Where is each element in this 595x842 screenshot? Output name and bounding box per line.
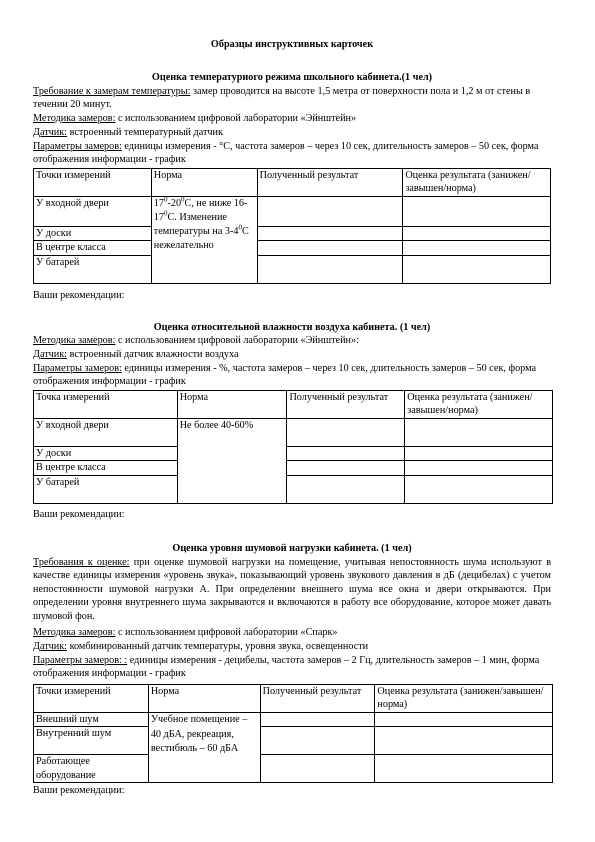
point-cell: В центре класса [34,241,152,255]
recommendations-label: Ваши рекомендации: [33,509,125,520]
noise-requirements [33,556,551,623]
evaluation-cell[interactable] [403,241,551,255]
header-cell: Точки измерений [34,685,149,713]
point-cell: Внешний шум [34,713,149,727]
result-cell[interactable] [287,461,405,475]
temperature-method [33,112,551,125]
point-cell: У входной двери [34,419,178,447]
evaluation-cell[interactable] [405,419,553,447]
norm-text: С нежелательно [153,226,249,251]
evaluation-cell[interactable] [405,447,553,461]
evaluation-cell[interactable] [403,227,551,241]
norm-text: С, не ниже 16-17 [153,198,248,223]
header-cell: Полученный результат [257,169,403,197]
method-text: с использованием цифровой лаборатории «Спарк» [115,627,338,638]
evaluation-cell[interactable] [375,713,553,727]
humidity-section-title: Оценка относительной влажности воздуха кабинета. (1 чел) [153,322,431,333]
recommendations-label: Ваши рекомендации: [33,785,125,796]
result-cell[interactable] [260,713,375,727]
degree-mark: 0 [238,223,243,232]
temperature-section-title: Оценка температурного режима школьного кабинета.(1 чел) [151,72,433,83]
result-cell[interactable] [257,241,403,255]
params-label: Параметры замеров: : [33,655,128,666]
temperature-requirements [33,85,551,112]
method-label: Методика замеров: [33,335,116,346]
point-cell: В центре класса [34,461,178,475]
result-cell[interactable] [257,197,403,227]
norm-text: С. Изменение температуры на 3-4 [153,212,239,237]
header-cell: Точки измерений [34,169,152,197]
method-label: Методика замеров: [33,627,116,638]
point-cell: У доски [34,447,178,461]
point-cell: Внутренний шум [34,727,149,755]
result-cell[interactable] [257,227,403,241]
degree-mark: 0 [181,195,185,204]
temperature-sensor [33,126,551,139]
point-cell: У доски [34,227,152,241]
requirement-text: при оценке шумовой нагрузки на помещение, учитывая непостоянность шума используют в качестве единицы измерения «уровень звука», показывающий уровень звукового давления в дБ (децибелах) с учетом непостоянности шумовой нагрузки А. При определении внешнего шума все окна и двери открываются. При определении уровня внутреннего шума закрываются и включаются в работу все оборудование, которое может давать шумовой фон. [33,557,552,622]
temperature-table [33,168,551,284]
table-row [34,755,553,783]
header-cell: Норма [177,391,287,419]
result-cell[interactable] [287,447,405,461]
method-label: Методика замеров: [33,113,116,124]
params-text: единицы измерения - %, частота замеров – через 10 сек, длительность замеров – 50 сек, форма отображения информации - график [33,363,537,388]
table-header-row [34,391,553,419]
table-row [34,447,553,461]
humidity-table [33,390,553,504]
degree-mark: 0 [163,195,168,204]
noise-sensor [33,640,551,653]
sensor-label: Датчик: [33,641,68,652]
table-row [34,227,551,241]
header-cell: Оценка результата (занижен/завышен/норма) [403,169,551,197]
requirement-label: Требования к оценке: [33,557,130,568]
header-cell: Норма [151,169,257,197]
point-cell: У батарей [34,255,152,283]
noise-method [33,626,551,639]
sensor-text: встроенный температурный датчик [67,127,223,138]
evaluation-cell[interactable] [403,197,551,227]
temperature-params [33,140,551,167]
header-cell: Полученный результат [260,685,375,713]
header-cell: Точка измерений [34,391,178,419]
method-text: с использованием цифровой лаборатории «Эйнштейн»: [115,335,359,346]
header-cell: Оценка результата (занижен/завышен/норма) [375,685,553,713]
header-cell: Оценка результата (занижен/завышен/норма) [405,391,553,419]
evaluation-cell[interactable] [405,475,553,503]
table-row [34,461,553,475]
header-cell: Полученный результат [287,391,405,419]
noise-params [33,654,551,681]
point-cell: У батарей [34,475,178,503]
params-text: единицы измерения - °С, частота замеров – через 10 сек, длительность замеров – 50 сек, форма отображения информации - график [33,141,539,166]
params-label: Параметры замеров: [33,141,122,152]
recommendations-label: Ваши рекомендации: [33,290,125,301]
table-header-row [34,169,551,197]
degree-mark: 0 [163,209,168,218]
result-cell[interactable] [287,419,405,447]
table-row [34,241,551,255]
table-row [34,713,553,727]
table-row [34,197,551,227]
evaluation-cell[interactable] [405,461,553,475]
document-title: Образцы инструктивных карточек [210,39,374,50]
norm-cell: Не более 40-60% [177,419,287,504]
norm-text: 17 [153,198,164,209]
result-cell[interactable] [287,475,405,503]
norm-cell: Учебное помещение – 40 дБА, рекреация, вестибюль – 60 дБА [148,713,260,783]
requirement-text: замер проводится на высоте 1,5 метра от поверхности пола и 1,2 м от стены в течении 20 минут. [33,86,531,111]
point-cell: Работающее оборудование [34,755,149,783]
params-text: единицы измерения - децибелы, частота замеров – 2 Гц, длительность замеров – 1 мин, форма отображения информации - график [33,655,540,680]
table-row [34,419,553,447]
norm-cell [151,197,257,284]
header-cell: Норма [148,685,260,713]
table-row [34,475,553,503]
humidity-sensor [33,348,551,361]
requirement-label: Требование к замерам температуры: [33,86,191,97]
noise-table [33,684,553,783]
params-label: Параметры замеров: [33,363,122,374]
result-cell[interactable] [260,755,375,783]
humidity-method [33,334,551,347]
result-cell[interactable] [260,727,375,755]
evaluation-cell[interactable] [375,755,553,783]
table-header-row [34,685,553,713]
sensor-text: комбинированный датчик температуры, уровня звука, освещенности [67,641,369,652]
table-row [34,727,553,755]
evaluation-cell[interactable] [375,727,553,755]
sensor-label: Датчик: [33,127,68,138]
sensor-text: встроенный датчик влажности воздуха [67,349,239,360]
method-text: с использованием цифровой лаборатории «Эйнштейн» [115,113,357,124]
sensor-label: Датчик: [33,349,68,360]
noise-section-title: Оценка уровня шумовой нагрузки кабинета. (1 чел) [172,543,412,554]
point-cell: У входной двери [34,197,152,227]
norm-text: -20 [167,198,182,209]
evaluation-cell[interactable] [403,255,551,283]
humidity-params [33,362,551,389]
table-row [34,255,551,283]
result-cell[interactable] [257,255,403,283]
